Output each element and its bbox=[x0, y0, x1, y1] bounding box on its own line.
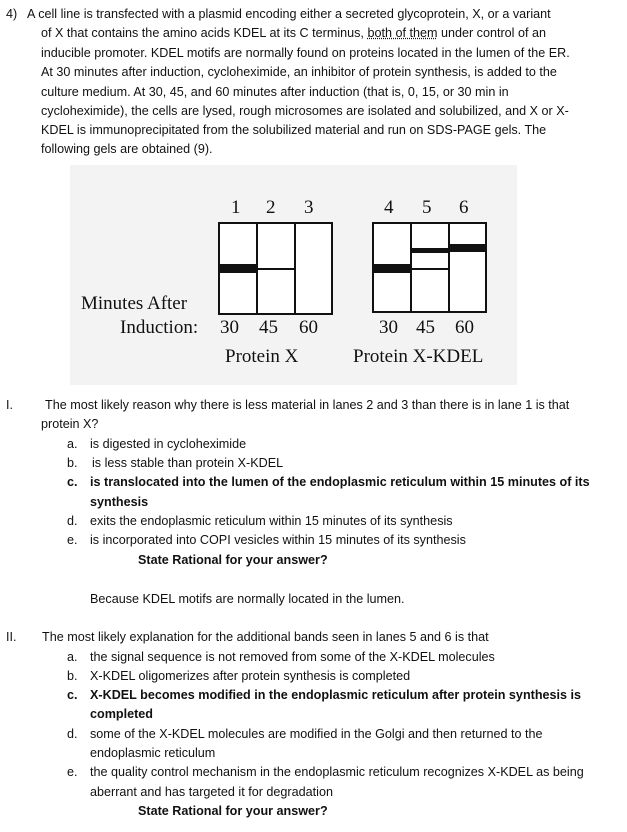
part2-stem: The most likely explanation for the additional bands seen in lanes 5 and 6 is that bbox=[42, 630, 489, 644]
lane-number: 4 bbox=[384, 197, 394, 218]
option-c: synthesis bbox=[90, 495, 149, 509]
question-line: KDEL is immunoprecipitated from the solubilized material and run on SDS-PAGE gels. The bbox=[41, 123, 547, 137]
question-line: At 30 minutes after induction, cycloheximide, an inhibitor of protein synthesis, is added to the bbox=[41, 65, 557, 79]
question-text: under control of an bbox=[440, 26, 546, 40]
time-label: 60 bbox=[455, 317, 474, 338]
minutes-label: Minutes After bbox=[81, 293, 188, 314]
option-c: is translocated into the lumen of the endoplasmic reticulum within 15 minutes of its bbox=[90, 475, 590, 489]
induction-label: Induction: bbox=[120, 317, 199, 338]
question-line: A cell line is transfected with a plasmid encoding either a secreted glycoprotein, X, or a variant bbox=[27, 7, 551, 21]
lane-6 bbox=[450, 224, 487, 311]
option-letter: d. bbox=[67, 514, 78, 528]
time-label: 30 bbox=[379, 317, 398, 338]
option-d: exits the endoplasmic reticulum within 15 minutes of its synthesis bbox=[90, 514, 453, 528]
lane-number: 1 bbox=[231, 197, 241, 218]
option-letter: c. bbox=[67, 475, 78, 489]
band bbox=[220, 264, 256, 273]
time-label: 60 bbox=[299, 317, 318, 338]
band bbox=[450, 244, 487, 252]
option-a: the signal sequence is not removed from some of the X-KDEL molecules bbox=[90, 650, 495, 664]
option-d: endoplasmic reticulum bbox=[90, 746, 216, 760]
option-b: X-KDEL oligomerizes after protein synthesis is completed bbox=[90, 669, 411, 683]
lane-1 bbox=[220, 224, 258, 313]
option-letter: a. bbox=[67, 650, 78, 664]
option-letter: a. bbox=[67, 437, 78, 451]
option-a: is digested in cycloheximide bbox=[90, 437, 247, 451]
underlined-text: both of them bbox=[367, 26, 438, 40]
option-letter: d. bbox=[67, 727, 78, 741]
option-letter: c. bbox=[67, 688, 78, 702]
time-label: 30 bbox=[220, 317, 239, 338]
question-line: culture medium. At 30, 45, and 60 minutes after induction (that is, 0, 15, or 30 min in bbox=[41, 85, 509, 99]
lane-number: 6 bbox=[459, 197, 469, 218]
lane-number: 3 bbox=[304, 197, 314, 218]
lane-number: 2 bbox=[266, 197, 276, 218]
question-line: following gels are obtained (9). bbox=[41, 142, 213, 156]
lane-2 bbox=[258, 224, 296, 313]
band bbox=[412, 268, 448, 270]
lane-3 bbox=[296, 224, 333, 313]
band bbox=[258, 268, 294, 270]
question-number: 4) bbox=[6, 7, 18, 21]
part1-stem: The most likely reason why there is less material in lanes 2 and 3 than there is in lane 1 is that bbox=[45, 398, 570, 412]
gel-protein-x bbox=[218, 222, 333, 315]
option-letter: b. bbox=[67, 456, 78, 470]
option-c: completed bbox=[90, 707, 153, 721]
caption-protein-x-kdel: Protein X-KDEL bbox=[353, 346, 484, 367]
time-label: 45 bbox=[416, 317, 435, 338]
rational-prompt: State Rational for your answer? bbox=[138, 804, 328, 818]
lane-4 bbox=[374, 224, 412, 311]
part2-numeral: II. bbox=[6, 630, 17, 644]
option-e: the quality control mechanism in the endoplasmic reticulum recognizes X-KDEL as being bbox=[90, 765, 584, 779]
lane-5 bbox=[412, 224, 450, 311]
part1-stem: protein X? bbox=[41, 417, 99, 431]
option-b: is less stable than protein X-KDEL bbox=[92, 456, 284, 470]
option-letter: e. bbox=[67, 765, 78, 779]
option-e: is incorporated into COPI vesicles within 15 minutes of its synthesis bbox=[90, 533, 466, 547]
question-text: of X that contains the amino acids KDEL at its C terminus, bbox=[41, 26, 368, 40]
band bbox=[412, 248, 448, 253]
question-line: inducible promoter. KDEL motifs are normally found on proteins located in the lumen of the ER. bbox=[41, 46, 570, 60]
rational-prompt: State Rational for your answer? bbox=[138, 553, 328, 567]
question-line: cycloheximide), the cells are lysed, rough microsomes are isolated and solubilized, and X or X- bbox=[41, 104, 569, 118]
answer-text: Because KDEL motifs are normally located in the lumen. bbox=[90, 592, 405, 606]
gel-protein-x-kdel bbox=[372, 222, 487, 313]
caption-protein-x: Protein X bbox=[225, 346, 299, 367]
time-label: 45 bbox=[259, 317, 278, 338]
option-e: aberrant and has targeted it for degradation bbox=[90, 785, 333, 799]
option-letter: b. bbox=[67, 669, 78, 683]
gel-figure bbox=[70, 165, 517, 385]
question-line bbox=[41, 25, 546, 41]
option-c: X-KDEL becomes modified in the endoplasmic reticulum after protein synthesis is bbox=[90, 688, 582, 702]
option-letter: e. bbox=[67, 533, 78, 547]
lane-number: 5 bbox=[422, 197, 432, 218]
part1-numeral: I. bbox=[6, 398, 13, 412]
option-d: some of the X-KDEL molecules are modified in the Golgi and then returned to the bbox=[90, 727, 543, 741]
band bbox=[374, 264, 410, 273]
